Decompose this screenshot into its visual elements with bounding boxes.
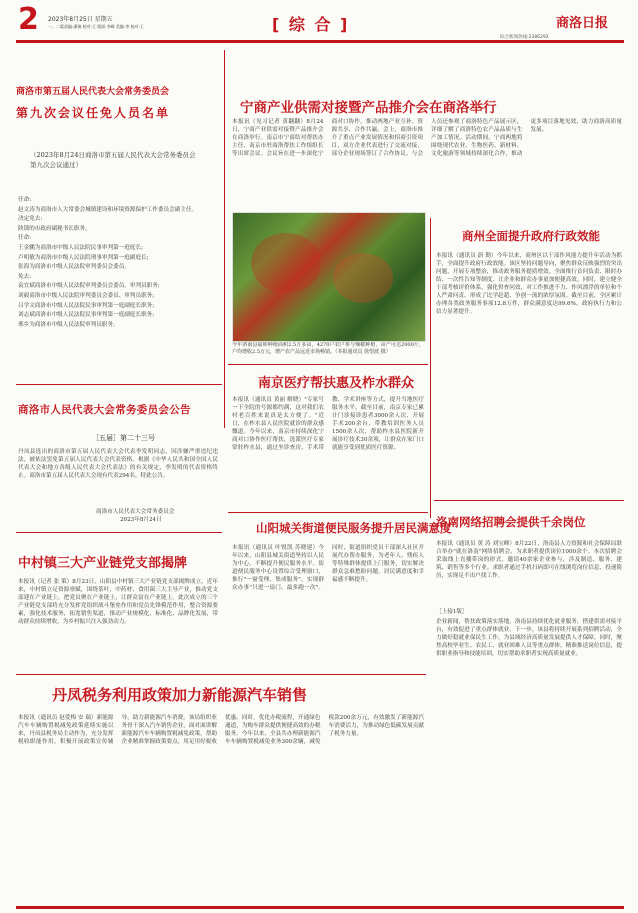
notice-date: 2023年8月24日 — [120, 517, 162, 523]
pepper-photo — [232, 212, 426, 342]
banquet-title: 宁商产业供需对接暨产品推介会在商洛举行 — [240, 100, 497, 116]
appointment-subtitle: （2023年8月24日商洛市第五届人民代表大会常务委员会第九次会议通过） — [30, 151, 196, 169]
medical-title: 南京医疗帮扶惠及柞水群众 — [258, 376, 415, 391]
tax-body: 本报讯（通讯员 赵爱梅 安 瑞）新能源汽车车辆购置税减免政策延续实施以来，丹凤县税务局主动作为，充分发挥税收职能作用，积极开展政策宣传辅导，助力新能源汽车消费。该局组织业务骨干深入汽车销售企业，面对面讲解新能源汽车车辆购置税减免政策，帮助企业精准掌握政策要点，用足用好税收优惠。同时，优化办税流程，开通绿色通道，为购车群众提供便捷高效的办税服务。今年以来，全县共办理新能源汽车车辆购置税减免业务300余辆，减免税款200余万元，有效激发了新能源汽车消费活力，为推动绿色低碳发展贡献了税务力量。 — [18, 715, 424, 745]
section-title: [ 综 合 ] — [272, 15, 350, 34]
footer-rule — [16, 906, 624, 909]
divider — [16, 674, 426, 675]
divider — [16, 532, 222, 533]
divider — [434, 500, 624, 501]
jobs-subhead: ［上接1版］ — [436, 609, 468, 615]
photo-caption: 今年洛南县福和种植面积2.5万多亩，4270户农户参与辣椒种植，亩产可达2000斤，户均增收2.5万元，增产农产品远近市场畅销。（本报通讯员 徐望波 摄） — [232, 342, 424, 355]
service-title: 山阳城关街道便民服务提升居民满意度 — [256, 521, 452, 535]
photo-highlight — [251, 233, 321, 293]
village-title: 中村镇三大产业链党支部揭牌 — [18, 556, 188, 571]
tax-title: 丹凤税务利用政策加力新能源汽车销售 — [52, 686, 308, 704]
page-number: 2 — [18, 2, 39, 37]
notice-title: 商洛市人民代表大会常务委员会公告 — [18, 404, 191, 416]
notice-body: 丹凤县选出的商洛市第五届人民代表大会代表李发明同志，因涉嫌严重违纪违法，被依法罢免第五届人民代表大会代表资格。根据《中华人民共和国全国人民代表大会和地方各级人民代表大会代表法》的有关规定，李发明的代表资格终止。商洛市第五届人民代表大会现有代表294名。特此公告。 — [18, 449, 218, 479]
divider — [228, 364, 428, 365]
editor-line: 综合新闻热线:2386292 — [500, 35, 549, 40]
appointment-title-1: 商洛市第五届人民代表大会常务委员会 — [16, 87, 170, 97]
jobs-body: 本报讯（通讯员 黄 涛 刘宝峰）8月22日，洛南县人力资源和社会保障局联合举办"就在洛南"网络招聘会，为求职者提供岗位1000余个。本次招聘会采取线上直播带岗的形式，邀请40余家企业参与，涉及制造、服务、建筑、销售等多个行业。求职者通过手机扫码即可在线浏览岗位信息、投递简历，实现足不出户找工作。 — [436, 541, 622, 579]
issue-date: 2023年8月25日 星期五 — [48, 16, 113, 23]
jobs-body-continued: 企业新闻，帮扶政策落实落地，洛南县持续优化就业服务，搭建供需对接平台，有效促进了重点群体就业。下一步，该县将持续开展系列招聘活动，全力做好稳就业保民生工作，为县域经济高质量发展提供人才保障。同时，聚焦高校毕业生、农民工、就业困难人员等重点群体，精准推送岗位信息，提供职业指导和技能培训，切实帮助求职者实现高质量就业。 — [436, 619, 622, 657]
service-body: 本报讯（通讯员 叶锐凯 苏晓建）今年以来，山阳县城关街道坚持以人民为中心，不断提升便民服务水平。街道便民服务中心设置综合受理窗口，推行"一窗受理、集成服务"，实现群众办事"只进一扇门、最多跑一次"。同时，街道组织党员干部深入社区开展代办帮办服务，为老年人、残疾人等特殊群体提供上门服务，切实解决群众急难愁盼问题，居民满意度和幸福感不断提升。 — [232, 545, 424, 591]
photo-highlight — [333, 253, 393, 303]
notice-signature: 商洛市人民代表大会常务委员会 — [96, 509, 175, 515]
efficiency-title: 商州全面提升政府行政效能 — [462, 229, 600, 243]
editor-info: 一、二版责编:潘瑞 校对:王 版面:李峰 美编:李 校对:王 — [48, 24, 144, 29]
jobs-title: 洛南网络招聘会提供千余岗位 — [436, 515, 586, 529]
logo: 商洛日报 — [556, 16, 609, 31]
divider — [228, 512, 428, 513]
masthead-rule — [16, 40, 624, 43]
notice-number: ［五届］第二十三号 — [92, 434, 155, 442]
divider — [16, 384, 222, 385]
divider — [430, 218, 431, 518]
banquet-body: 本报讯（见习记者 黄翻翻）8月24日，宁商产业供需对接暨产品推介会在商洛举行。南京市宁商结对帮扶办主任、南京市驻商洛帮扶工作组组长等出席会议。会议旨在进一步深化宁商对口协作，推动两地产业互补、资源共享、合作共赢。会上，商洛市推介了重点产业发展情况和招商引资项目，双方企业代表进行了交流对接，部分企业现场签订了合作协议。与会人员还参观了商洛特色产品展示区，详细了解了商洛特色农产品品质与生产加工情况。活动期间，宁商两地将围绕现代农业、生物医药、新材料、文化旅游等领域持续深化合作，推动更多项目落地见效，助力商洛高质量发展。 — [232, 119, 622, 157]
divider — [224, 50, 225, 428]
village-body: 本报讯（记者 张 策）8月23日，山阳县中村镇三大产业链党支部揭牌成立。近年来，中村镇立足资源禀赋，围绕茶叶、中药材、食用菌三大主导产业，推动党支部建在产业链上，把党员聚在产业链上，让群众富在产业链上。此次成立的三个产业链党支部将充分发挥党组织战斗堡垒作用和党员先锋模范作用，整合资源要素，强化技术服务，拓宽销售渠道，推动产业规模化、标准化、品牌化发展，带动群众持续增收，为乡村振兴注入强劲动力。 — [18, 579, 218, 625]
appointment-title-2: 第九次会议任免人员名单 — [16, 106, 171, 120]
efficiency-body: 本报讯（通讯员 蔚 勤）今年以来，商州区以干部作风能力提升年活动为抓手，全面提升政府行政效能。该区坚持问题导向，聚焦群众反映强烈的突出问题，开展专项整治，推动政务服务提质增效。全面推行首问负责、限时办结、一次性告知等制度，让企业和群众办事更加便捷高效。同时，建立健全干部考核评价体系，强化督查问效，对工作推进不力、作风漂浮的单位和个人严肃问责，形成了比学赶超、争创一流的浓厚氛围。截至目前，全区累计办理各类政务服务事项12.8万件，群众满意度达99.6%，政府执行力和公信力显著提升。 — [436, 253, 622, 315]
medical-body: 本报讯（通讯员 黄丽 解晓）"专家号一下全院的号源都约满，这对我们农村老百姓来说真是太方便了。"近日，在柞水县人民医院就诊的群众感慨道。今年以来，南京市持续深化宁商对口协作医疗帮扶，选派医疗专家常驻柞水县，通过坐诊查房、手术带教、学术讲座等方式，提升当地医疗服务水平。截至目前，南京专家已累计门诊接诊患者3000余人次，开展手术200余台，带教培训医务人员1500余人次，帮助柞水县医院新开展诊疗技术30余项，让群众在家门口就能享受到优质医疗资源。 — [232, 397, 424, 451]
appointment-body: 任命: 赵文涛为商洛市人大常委会城镇建设和环境资源保护工作委员会副主任。 决定免去: 陕锁的市政府副秘书长职务。 任命: 王金鹏为商洛市中级人民法院民事审判第一庭庭长; 卢明敏为商洛市中级人民法院刑事审判第一庭副庭长; 张海为商洛市中级人民法院审判委员会委员。 免去: 袁宜斌商洛市中级人民法院审判委员会委员、审判员职务; 刘毅商洛市中级人民法院审判委员会委员、审判员职务; 吕学文商洛市中级人民法院民事审判第一庭副庭长职务; 刘志斌商洛市中级人民法院民事审判第一庭副庭长职务; 邢乡为商洛市中级人民法院审判员职务。 — [18, 197, 198, 328]
